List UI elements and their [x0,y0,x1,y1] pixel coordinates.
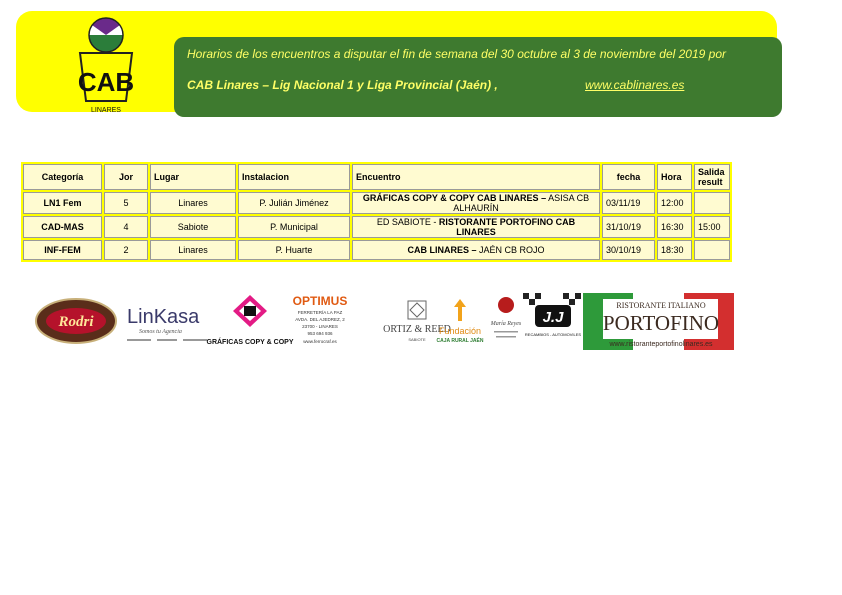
sponsor-portofino [583,293,734,350]
maria-text: María Reyes [490,321,522,327]
col-jornada: Jor [104,164,148,190]
cell-categoria: CAD-MAS [23,216,102,238]
cell-encuentro [352,240,600,260]
optimus-line-1: FERRETERÍA LA PAZ [297,310,343,315]
away-team: JAÉN CB ROJO [476,245,545,255]
optimus-line-3: 23700 - LINARES [302,324,338,329]
cell-encuentro [352,216,600,238]
linkasa-tagline: Somos tu Agencia [139,329,182,335]
header-info-panel [174,37,782,117]
home-team: ED SABIOTE - [376,217,439,227]
sponsor-maria-reyes [488,293,524,350]
optimus-line-5: www.ferrocraf.es [303,339,337,344]
optimus-text: OPTIMUS [292,294,348,308]
table-row [23,216,730,238]
cell-instalacion: P. Municipal [238,216,350,238]
cell-instalacion: P. Julián Jiménez [238,192,350,214]
portofino-text: PORTOFINO [602,311,720,335]
sponsor-jj-recambios [523,293,583,350]
sponsor-fundacion-caja-rural [430,293,490,350]
cell-categoria: INF-FEM [23,240,102,260]
cell-jornada: 5 [104,192,148,214]
cell-hora: 18:30 [657,240,692,260]
sponsor-strip [33,293,734,350]
col-instalacion: Instalacion [238,164,350,190]
schedule-heading: Horarios de los encuentros a disputar el fin de semana del 30 octubre al 3 de noviembre del 2019 por [187,47,726,61]
cell-hora: 16:30 [657,216,692,238]
cell-jornada: 2 [104,240,148,260]
optimus-line-2: AVDA. DEL AJEDREZ, 2 [295,317,345,322]
fundacion-sub: CAJA RURAL JAÉN [436,338,484,344]
cell-instalacion: P. Huarte [238,240,350,260]
sponsor-optimus [285,293,355,350]
col-fecha: fecha [602,164,655,190]
cell-jornada: 4 [104,216,148,238]
website-link[interactable]: www.cablinares.es [585,78,685,92]
away-team: RISTORANTE PORTOFINO CAB LINARES [438,217,576,237]
cell-fecha: 30/10/19 [602,240,655,260]
linkasa-text: LinKasa [127,306,200,328]
home-team: GRÁFICAS COPY & COPY CAB LINARES – [362,193,547,203]
schedule-table [21,162,732,262]
cell-fecha: 03/11/19 [602,192,655,214]
cell-salida: 15:00 [694,216,730,238]
logo-subtext: LINARES [91,107,121,114]
jj-sub: RECAMBIOS - AUTOMOVILES [524,332,582,337]
portofino-top-text: RISTORANTE ITALIANO [616,301,706,310]
club-league-line: CAB Linares – Lig Nacional 1 y Liga Provincial (Jaén) , [187,78,498,92]
col-encuentro: Encuentro [352,164,600,190]
cell-lugar: Linares [150,240,236,260]
cell-lugar: Sabiote [150,216,236,238]
sponsor-copy-copy [206,293,294,350]
sponsor-linkasa [123,293,215,350]
jj-text: J.J [542,309,564,326]
cell-encuentro [352,192,600,214]
cell-categoria: LN1 Fem [23,192,102,214]
ortiz-sub: SABIOTE [408,337,426,342]
logo-text: CAB [77,67,135,97]
table-row [23,240,730,260]
fundacion-text: Fundación [438,326,482,336]
home-team: CAB LINARES – [407,245,477,255]
rodri-text: Rodri [58,314,94,330]
portofino-web: www.ristoranteportofinolinares.es [609,341,713,348]
cell-lugar: Linares [150,192,236,214]
table-row [23,192,730,214]
sponsor-rodri [33,293,119,350]
col-categoria: Categoría [23,164,102,190]
cell-hora: 12:00 [657,192,692,214]
ortiz-text: ORTIZ & REED [383,324,451,335]
table-header-row [23,164,730,190]
optimus-line-4: 953 694 936 [307,331,333,336]
cell-salida [694,240,730,260]
away-team: ASISA CB ALHAURÍN [453,193,590,213]
cell-salida [694,192,730,214]
col-lugar: Lugar [150,164,236,190]
col-salida: Salida result [694,164,730,190]
copy-text: GRÁFICAS COPY & COPY [206,339,294,346]
col-hora: Hora [657,164,692,190]
cab-linares-logo [66,15,146,115]
cell-fecha: 31/10/19 [602,216,655,238]
